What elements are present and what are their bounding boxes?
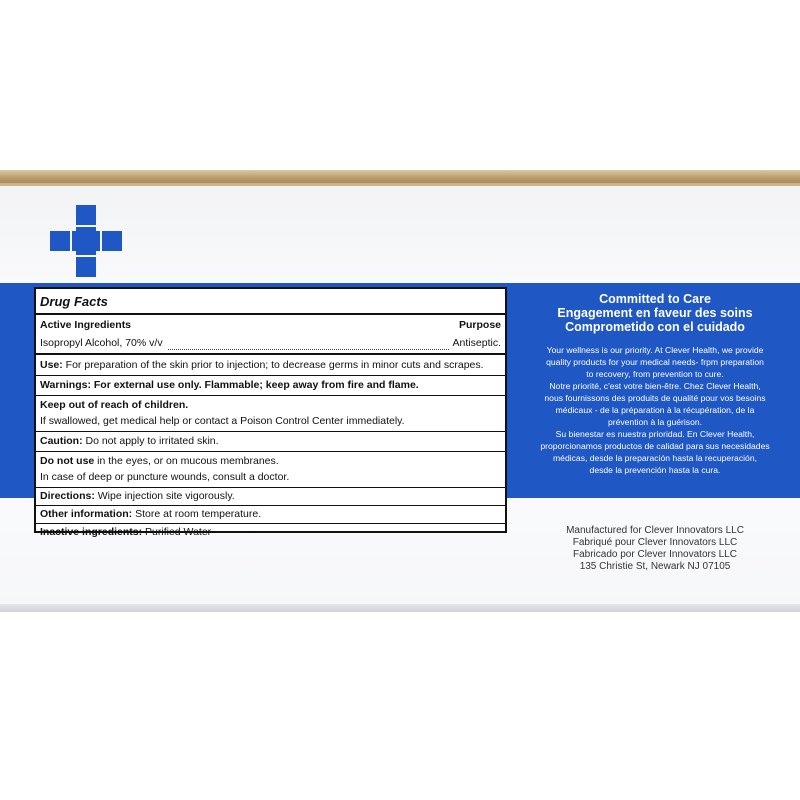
paragraph-line: médicaux - de la préparation à la récupération, de la: [555, 405, 755, 415]
drug-facts-title: Drug Facts: [40, 294, 108, 309]
use-text: For preparation of the skin prior to injection; to decrease germs in minor cuts and scrapes.: [62, 359, 484, 371]
inactive-ingredients-text: Purified Water: [142, 526, 212, 538]
divider: [36, 395, 505, 396]
caution-text: Do not apply to irritated skin.: [82, 435, 219, 447]
manufacturer-address: 135 Christie St, Newark NJ 07105: [579, 561, 731, 572]
keep-out-of-reach: Keep out of reach of children.: [40, 399, 189, 411]
active-ingredients-label: Active Ingredients: [40, 319, 132, 331]
heading-es: Comprometido con el cuidado: [565, 320, 745, 334]
do-not-use-section: [40, 455, 501, 467]
divider: [36, 487, 505, 488]
do-not-use-text: in the eyes, or on mucous membranes.: [94, 455, 279, 467]
leader-dots: [168, 341, 449, 350]
ingredient: Isopropyl Alcohol, 70% v/v: [40, 337, 163, 349]
box-top-flap: [0, 170, 800, 184]
warnings-label: Warnings:: [40, 379, 91, 391]
divider: [36, 353, 505, 355]
inactive-ingredients-label: Inactive ingredients:: [40, 526, 143, 538]
committed-to-care-block: [520, 292, 790, 476]
paragraph-line: quality products for your medical needs- frpm preparation: [546, 357, 764, 367]
divider: [36, 313, 505, 315]
use-section: [40, 359, 501, 371]
warnings-section: [40, 379, 501, 391]
divider: [36, 523, 505, 524]
do-not-use-label: Do not use: [40, 455, 95, 467]
caution-section: [40, 435, 501, 447]
ingredient-purpose: Antiseptic.: [452, 337, 501, 349]
divider: [36, 505, 505, 506]
divider: [36, 375, 505, 376]
manufacturer-line-en: Manufactured for Clever Innovators LLC: [566, 525, 744, 536]
paragraph-line: to recovery, from prevention to cure.: [586, 369, 724, 379]
purpose-label: Purpose: [458, 319, 501, 331]
inactive-ingredients-section: [40, 526, 501, 538]
other-information-text: Store at room temperature.: [132, 508, 262, 520]
directions-text: Wipe injection site vigorously.: [94, 490, 235, 502]
manufacturer-line-es: Fabricado por Clever Innovators LLC: [573, 549, 737, 560]
paragraph-line: proporcionamos productos de calidad para sus necesidades: [540, 441, 770, 451]
directions-label: Directions:: [40, 490, 95, 502]
paragraph-line: Your wellness is our priority. At Clever Health, we provide: [546, 345, 764, 355]
paragraph-line: prévention à la guérison.: [607, 417, 703, 427]
paragraph-line: desde la prevención hasta la cura.: [589, 465, 721, 475]
drug-facts-panel: [34, 287, 507, 538]
use-label: Use:: [40, 359, 63, 371]
paragraph-line: Su bienestar es nuestra prioridad. En Clever Health,: [555, 429, 755, 439]
heading-en: Committed to Care: [599, 292, 711, 306]
paragraph-line: Notre priorité, c'est votre bien-être. Chez Clever Health,: [549, 381, 761, 391]
heading-fr: Engagement en faveur des soins: [557, 306, 753, 320]
divider: [36, 431, 505, 432]
caution-label: Caution:: [40, 435, 83, 447]
warnings-text: For external use only. Flammable; keep away from fire and flame.: [90, 379, 419, 391]
directions-section: [40, 490, 501, 502]
paragraph-line: médicas, desde la preparación hasta la recuperación,: [553, 453, 757, 463]
divider: [36, 451, 505, 452]
box-bottom-edge: [0, 604, 800, 612]
english-paragraph: [520, 344, 790, 476]
paragraph-line: nous fournissons des produits de qualité pour vos besoins: [544, 393, 766, 403]
manufacturer-info: [520, 525, 790, 573]
swallowed-warning: If swallowed, get medical help or contact a Poison Control Center immediately.: [40, 415, 405, 427]
medical-cross-icon: [50, 205, 122, 277]
other-information-label: Other information:: [40, 508, 133, 520]
deep-wounds-note: In case of deep or puncture wounds, consult a doctor.: [40, 471, 290, 483]
other-information-section: [40, 508, 501, 520]
manufacturer-line-fr: Fabriqué pour Clever Innovators LLC: [572, 537, 738, 548]
